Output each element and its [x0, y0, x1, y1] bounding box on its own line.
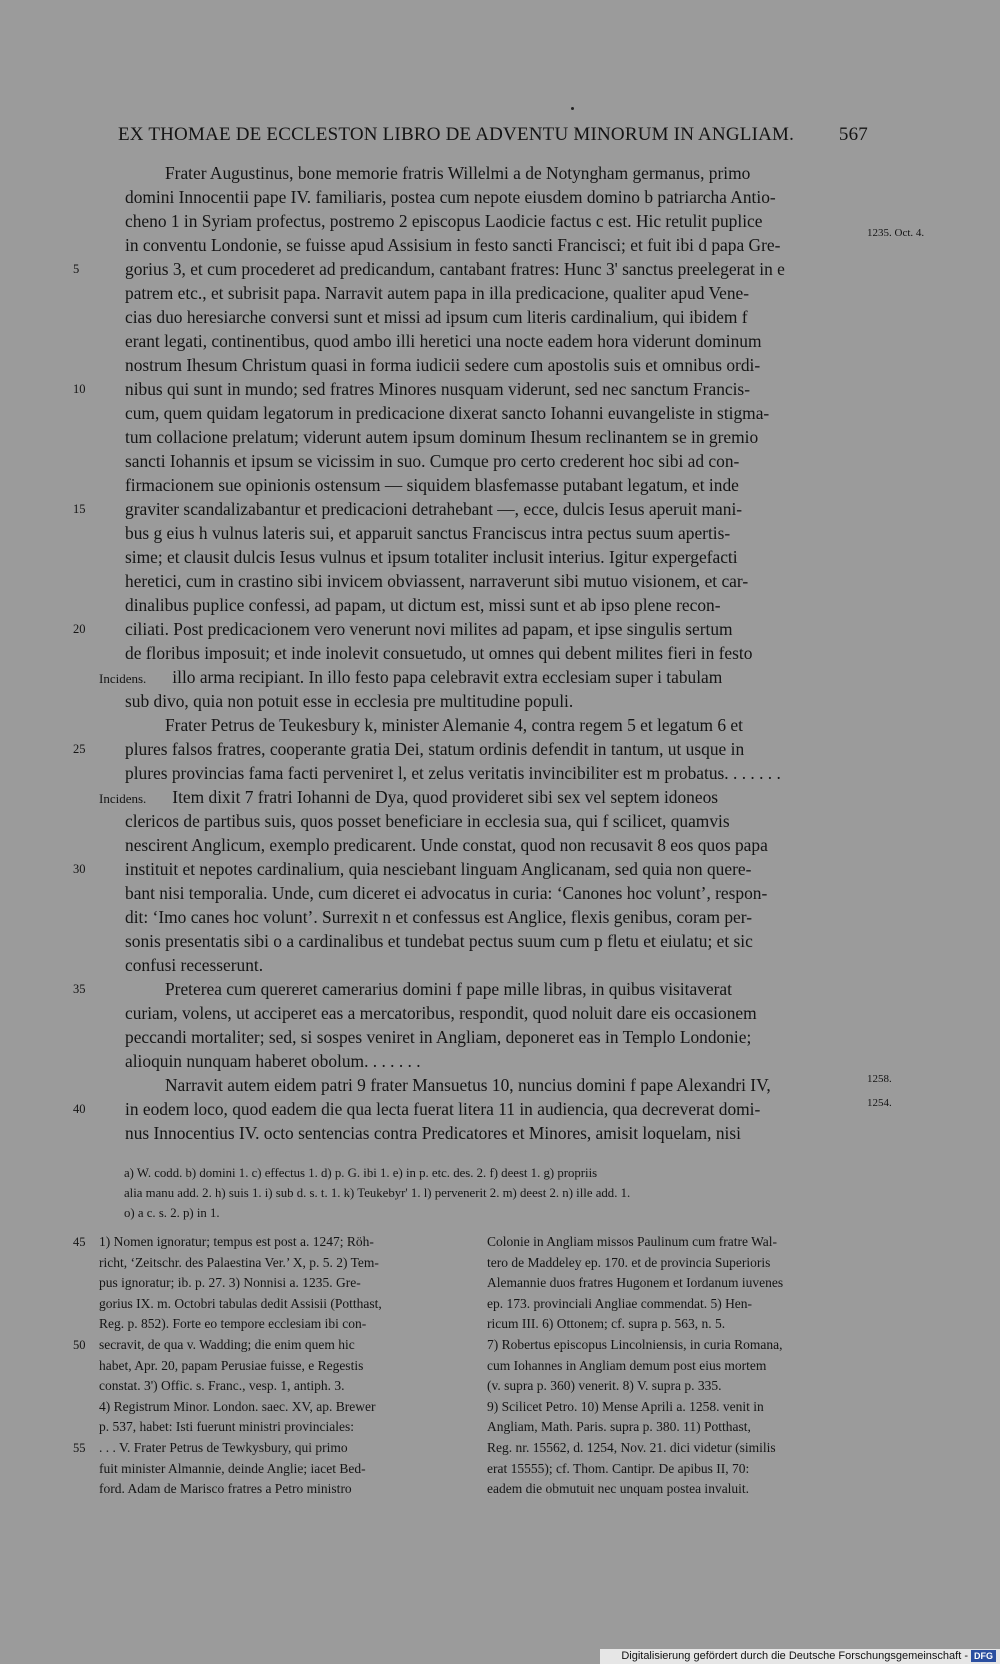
line-number: 30 [73, 862, 86, 876]
footnote-line [487, 1232, 862, 1253]
text-line [95, 881, 870, 905]
line-text: nostrum Ihesum Christum quasi in forma iudicii sedere cum apostolis suis et omnibus ordi- [125, 355, 761, 375]
text-line [95, 953, 870, 977]
line-text: cum, quem quidam legatorum in predicacione dixerat sancto Iohanni euvangeliste in stigma- [125, 403, 770, 423]
footnote-text: p. 537, habet: Isti fuerunt ministri provinciales: [99, 1419, 354, 1435]
text-line [95, 473, 870, 497]
footnote-text: 9) Scilicet Petro. 10) Mense Aprili a. 1258. venit in [487, 1398, 764, 1414]
footnote-line [487, 1273, 862, 1294]
text-line [95, 353, 870, 377]
line-text: sime; et clausit dulcis Iesus vulnus et ipsum totaliter inclusit interius. Igitur expergefacti [125, 547, 738, 567]
line-text: Frater Augustinus, bone memorie fratris Willelmi a de Notyngham germanus, primo [165, 163, 751, 183]
variant-note-line: alia manu add. 2. h) suis 1. i) sub d. s. t. 1. k) Teukebyr' 1. l) pervenerit 2. m) deest 2. n) ille add. 1. [124, 1186, 631, 1200]
text-line [95, 161, 870, 185]
variant-note-line: o) a c. s. 2. p) in 1. [124, 1206, 220, 1220]
text-line [73, 1097, 892, 1121]
footnote-line [99, 1253, 474, 1274]
line-text: Frater Petrus de Teukesbury k, minister Alemanie 4, contra regem 5 et legatum 6 et [165, 715, 743, 735]
footnote-line [487, 1253, 862, 1274]
variant-notes [124, 1163, 874, 1223]
text-line [95, 185, 870, 209]
text-line [95, 401, 870, 425]
side-label: Incidens. [99, 791, 147, 806]
text-line [95, 227, 925, 257]
footnote-text: Colonie in Angliam missos Paulinum cum fratre Wal- [487, 1234, 778, 1249]
line-text: sancti Iohannis et ipsum se vicissim in suo. Cumque pro certo crederent hoc sibi ad con- [125, 451, 740, 471]
footnote-text: tero de Maddeley ep. 170. et de provincia Superioris [487, 1254, 771, 1270]
text-line [73, 737, 870, 761]
line-text: clericos de partibus suis, quos posset beneficiare in ecclesia sua, qui f scilicet, quamvis [125, 811, 730, 831]
text-line [73, 977, 870, 1001]
margin-date: 1235. Oct. 4. [867, 227, 925, 239]
line-text: Preterea cum quereret camerarius domini f pape mille libras, in quibus visitaverat [165, 979, 732, 999]
footnote-line [487, 1438, 862, 1459]
text-line [95, 809, 870, 833]
variant-note-line: a) W. codd. b) domini 1. c) effectus 1. d) p. G. ibi 1. e) in p. etc. des. 2. f) deest 1. g) propriis [124, 1166, 598, 1180]
line-text: plures falsos fratres, cooperante gratia Dei, statum ordinis defendit in tantum, ut usque in [125, 739, 745, 759]
line-number: 10 [73, 382, 86, 396]
line-text: instituit et nepotes cardinalium, quia nesciebant linguam Anglicanam, sed quia non quere- [125, 859, 752, 879]
line-text: Narravit autem eidem patri 9 frater Mansuetus 10, nuncius domini f pape Alexandri IV, [165, 1075, 771, 1095]
line-number: 55 [73, 1440, 86, 1455]
footnote-line [99, 1294, 474, 1315]
main-text [73, 161, 925, 1145]
footnote-text: ford. Adam de Marisco fratres a Petro ministro [99, 1481, 352, 1497]
digitization-footer [600, 1649, 1000, 1664]
line-text: gorius 3, et cum procederet ad predicandum, cantabant fratres: Hunc 3' sanctus preelegerat in e [125, 259, 785, 279]
dfg-logo: DFG [971, 1650, 996, 1662]
footnote-line [99, 1376, 474, 1397]
footnote-line [487, 1314, 862, 1335]
line-text: ciliati. Post predicacionem vero venerunt novi milites ad papam, et ipse singulis sertum [125, 619, 733, 639]
line-text: confusi recesserunt. [125, 955, 264, 975]
footer-text: Digitalisierung gefördert durch die Deutsche Forschungsgemeinschaft - [621, 1650, 968, 1662]
footnotes-right-column [487, 1232, 862, 1500]
footnote-text: erat 15555); cf. Thom. Cantipr. De apibus II, 70: [487, 1460, 750, 1476]
footnote-line [487, 1376, 862, 1397]
line-text: Item dixit 7 fratri Iohanni de Dya, quod provideret sibi sex vel septem idoneos [172, 787, 719, 807]
line-text: patrem etc., et subrisit papa. Narravit autem papa in illa predicacione, qualiter apud Vene- [125, 283, 750, 303]
footnote-line [487, 1294, 862, 1315]
page-number: 567 [838, 124, 868, 145]
print-speck [571, 107, 574, 110]
footnote-line [487, 1335, 862, 1356]
margin-date: 1254. [867, 1097, 892, 1109]
text-line [95, 929, 870, 953]
text-line [95, 425, 870, 449]
line-text: in eodem loco, quod eadem die qua lecta fuerat litera 11 in audiencia, qua decreverat domi- [125, 1099, 761, 1119]
footnote-line [487, 1417, 862, 1438]
text-line [95, 905, 870, 929]
line-number: 50 [73, 1337, 86, 1352]
text-line [95, 521, 870, 545]
line-text: firmacionem sue opinionis ostensum — siquidem blasfemasse putabant legatum, et inde [125, 475, 739, 495]
footnote-text: Alemannie duos fratres Hugonem et Iordanum iuvenes [487, 1275, 784, 1291]
side-label: Incidens. [99, 671, 147, 686]
footnote-text: ricum III. 6) Ottonem; cf. supra p. 563, n. 5. [487, 1316, 726, 1332]
footnote-text: constat. 3') Offic. s. Franc., vesp. 1, antiph. 3. [99, 1378, 345, 1394]
footnote-line [73, 1335, 474, 1356]
text-line [95, 665, 870, 689]
footnote-line [73, 1438, 474, 1459]
text-line [73, 377, 870, 401]
footnotes-left-column [73, 1232, 474, 1500]
footnote-line [99, 1397, 474, 1418]
footnote-text: Reg. nr. 15562, d. 1254, Nov. 21. dici videtur (similis [487, 1439, 776, 1455]
line-text: sub divo, quia non potuit esse in ecclesia pre multitudine populi. [125, 691, 574, 711]
line-text: erant legati, continentibus, quod ambo illi heretici una nocte eadem hora viderunt dominum [125, 331, 762, 351]
line-text: in conventu Londonie, se fuisse apud Assisium in festo sancti Francisci; et fuit ibi d papa Gre- [125, 235, 781, 255]
line-text: dinalibus puplice confessi, ad papam, ut dictum est, missi sunt et ab ipso plene recon- [125, 595, 721, 615]
footnote-text: 7) Robertus episcopus Lincolniensis, in curia Romana, [487, 1336, 783, 1352]
footnote-text: 4) Registrum Minor. London. saec. XV, ap. Brewer [99, 1398, 376, 1414]
footnote-text: Reg. p. 852). Forte eo tempore ecclesiam ibi con- [99, 1316, 367, 1332]
line-text: bus g eius h vulnus lateris sui, et apparuit sanctus Franciscus intra pectus suum apertis- [125, 523, 731, 543]
footnote-line [487, 1479, 862, 1500]
line-number: 15 [73, 502, 86, 516]
text-line [95, 641, 870, 665]
text-line [95, 1049, 870, 1073]
text-line [95, 785, 870, 809]
text-line [95, 545, 870, 569]
line-text: nibus qui sunt in mundo; sed fratres Minores nusquam viderunt, sed nec sanctum Francis- [125, 379, 750, 399]
footnote-text: habet, Apr. 20, papam Perusiae fuisse, e Regestis [99, 1357, 364, 1373]
footnote-text: 1) Nomen ignoratur; tempus est post a. 1247; Röh- [99, 1234, 374, 1249]
footnote-line [487, 1459, 862, 1480]
text-line [73, 857, 870, 881]
footnote-line [99, 1459, 474, 1480]
footnote-text: secravit, de qua v. Wadding; die enim quem hic [99, 1336, 355, 1352]
footnote-line [99, 1356, 474, 1377]
footnote-text: gorius IX. m. Octobri tabulas dedit Assisii (Potthast, [99, 1295, 382, 1311]
line-text: domini Innocentii pape IV. familiaris, postea cum nepote eiusdem domino b patriarcha Antio- [125, 187, 776, 207]
text-line [95, 449, 870, 473]
line-number: 35 [73, 982, 86, 996]
text-line [73, 257, 870, 281]
line-text: de floribus imposuit; et inde inolevit consuetudo, ut omnes qui debent milites fieri in festo [125, 643, 753, 663]
text-line [73, 617, 870, 641]
footnote-text: Angliam, Math. Paris. supra p. 380. 11) Potthast, [487, 1419, 751, 1435]
footnote-line [73, 1232, 474, 1253]
footnote-text: fuit minister Almannie, deinde Anglie; iacet Bed- [99, 1460, 366, 1476]
text-line [95, 713, 870, 737]
text-line [95, 761, 870, 785]
line-number: 5 [73, 262, 80, 276]
text-line [95, 689, 870, 713]
margin-date: 1258. [867, 1073, 892, 1085]
footnote-text: cum Iohannes in Angliam demum post eius mortem [487, 1357, 767, 1373]
line-number: 45 [73, 1235, 86, 1249]
footnote-line [487, 1356, 862, 1377]
line-text: tum collacione prelatum; viderunt autem ipsum dominum Ihesum reclinantem se in gremio [125, 427, 759, 447]
footnote-line [99, 1479, 474, 1500]
footnote-text: (v. supra p. 360) venerit. 8) V. supra p. 335. [487, 1378, 722, 1394]
line-text: alioquin nunquam haberet obolum. . . . . . . [125, 1051, 421, 1071]
line-text: curiam, volens, ut acciperet eas a mercatoribus, respondit, quod noluit dare eis occasionem [125, 1003, 757, 1023]
line-text: cheno 1 in Syriam profectus, postremo 2 episcopus Laodicie factus c est. Hic retulit puplice [125, 211, 763, 231]
footnote-line [99, 1314, 474, 1335]
text-line [73, 497, 870, 521]
line-text: dit: ‘Imo canes hoc volunt’. Surrexit n et confessus est Anglice, flexis genibus, coram per- [125, 907, 753, 927]
line-text: nus Innocentius IV. octo sentencias contra Predicatores et Minores, amisit loquelam, nisi [125, 1123, 741, 1143]
line-number: 20 [73, 622, 86, 636]
line-text: heretici, cum in crastino sibi invicem obviassent, narraverunt sibi mutuo visionem, et car- [125, 571, 749, 591]
text-line [95, 833, 870, 857]
footnote-text: eadem die obmutuit nec unquam postea invaluit. [487, 1481, 750, 1497]
text-line [95, 1001, 870, 1025]
line-text: sonis presentatis sibi o a cardinalibus et tundebat pectus suum cum p fletu et eiulatu; et sic [125, 931, 753, 951]
footnote-text: . . . V. Frater Petrus de Tewkysbury, qui primo [99, 1439, 348, 1455]
line-number: 25 [73, 742, 86, 756]
footnote-line [487, 1397, 862, 1418]
line-text: bant nisi temporalia. Unde, cum diceret ei advocatus in curia: ‘Canones hoc volunt’, respon- [125, 883, 768, 903]
line-text: illo arma recipiant. In illo festo papa celebravit extra ecclesiam super i tabulam [172, 667, 723, 687]
line-text: nescirent Anglicum, exemplo predicarent. Unde constat, quod non recusavit 8 eos quos papa [125, 835, 768, 855]
footnote-text: pus ignoratur; ib. p. 27. 3) Nonnisi a. 1235. Gre- [99, 1275, 361, 1291]
running-header [118, 124, 868, 146]
text-line [95, 1121, 870, 1145]
text-line [95, 1025, 870, 1049]
text-line [95, 569, 870, 593]
line-number: 40 [73, 1102, 86, 1116]
footnote-line [99, 1273, 474, 1294]
line-text: plures provincias fama facti perveniret l, et zelus veritatis invincibiliter est m probatus. . . . . . . [125, 763, 781, 783]
text-line [95, 209, 870, 233]
footnote-text: richt, ‘Zeitschr. des Palaestina Ver.’ X, p. 5. 2) Tem- [99, 1254, 379, 1270]
footnote-line [99, 1417, 474, 1438]
line-text: graviter scandalizabantur et predicacioni detrahebant —, ecce, dulcis Iesus aperuit mani- [125, 499, 743, 519]
text-line [95, 305, 870, 329]
text-line [95, 329, 870, 353]
text-line [95, 1073, 892, 1097]
header-title: EX THOMAE DE ECCLESTON LIBRO DE ADVENTU MINORUM IN ANGLIAM. [118, 124, 795, 145]
line-text: cias duo heresiarche conversi sunt et missi ad ipsum cum literis cardinalium, qui ibidem f [125, 307, 748, 327]
line-text: peccandi mortaliter; sed, si sospes veniret in Angliam, deponeret eas in Templo Londonie; [125, 1027, 752, 1047]
footnote-text: ep. 173. provinciali Angliae commendat. 5) Hen- [487, 1295, 753, 1311]
text-line [95, 281, 870, 305]
text-line [95, 593, 870, 617]
